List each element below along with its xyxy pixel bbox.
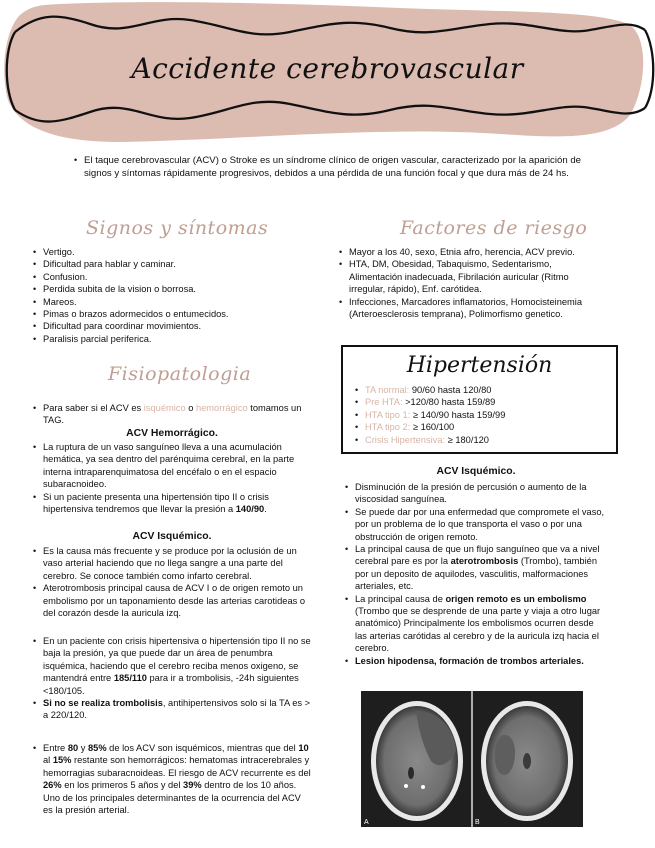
hipertension-list [355, 384, 505, 446]
signos-list [33, 246, 313, 345]
bold-text: Lesion hipodensa, formación de trombos arteriales. [355, 655, 584, 666]
isquemico-list [33, 545, 311, 619]
list-item: • Infecciones, Marcadores inflamatorios, Homocisteinemia (Arteroesclerosis temprana), Polimorfismo genetico. [339, 296, 601, 321]
list-item: • Pimas o brazos adormecidos o entumecidos. [33, 308, 313, 320]
factores-title: Factores de riesgo [400, 217, 588, 239]
text-span: En un paciente con crisis hipertensiva o hipertensión tipo II no se baja la presión, ya que puede dar un área de penumbra isquémica, haciendo que el cerebro reciba menos oxigeno, se mantendrá entre [43, 636, 311, 684]
list-item: • Mareos. [33, 296, 313, 308]
acv-hemorragico-title: ACV Hemorrágico. [126, 428, 218, 439]
list-item [345, 593, 607, 655]
hipertension-box [341, 345, 618, 454]
list-item [355, 396, 505, 408]
acv-isquemico-title: ACV Isquémico. [132, 531, 212, 542]
ct-label-a: A [364, 819, 369, 826]
list-item [355, 434, 505, 446]
text-span: Si un paciente presenta una hipertensión tipo II o crisis hipertensiva tendremos que llevar la presión a [43, 491, 269, 515]
text-span: dentro de los 10 años. Uno de los principales determinantes de la ocurrencia del ACV es la presión arterial. [43, 780, 301, 816]
list-item [355, 409, 505, 421]
list-item [33, 742, 311, 816]
text-span: y [78, 743, 88, 753]
ct-label-b: B [475, 819, 480, 826]
crisis-list [33, 635, 311, 722]
ta-value: 90/60 hasta 120/80 [409, 385, 492, 395]
text-span: (Trombo que se desprende de una parte y viaja a otro lugar anatómico) Principalmente los embolismos ocurren desde las arterias carótidas al cerebro y de la auricula izq hacia el cerebro. [355, 606, 601, 654]
list-item: • Confusion. [33, 271, 313, 283]
bold-value: 140/90 [235, 504, 265, 515]
acv-isquemico-right-title: ACV Isquémico. [436, 466, 516, 477]
stats-list [33, 742, 311, 816]
text-span: La principal causa de que un flujo sanguíneo que va a nivel cerebral pare es por la [355, 544, 600, 567]
intro-item: • El taque cerebrovascular (ACV) o Stroke es un síndrome clínico de origen vascular, caracterizado por la aparición de signos y síntomas rápidamente progresivos, debidos a una pérdida de una función focal y que dura más de 24 hs. [74, 154, 586, 180]
ta-value: >120/80 hasta 159/89 [402, 397, 496, 408]
text-span: , antihipertensivos solo si la TA es > a 220/120. [43, 698, 311, 721]
fisiopatologia-title: Fisiopatologia [108, 363, 252, 385]
bold-text: aterotrombosis [450, 556, 519, 567]
ventricle-b [523, 753, 531, 769]
text-span: Para saber si el ACV es [43, 403, 144, 413]
ta-label: HTA tipo 1: [365, 409, 411, 420]
text-span: de los ACV son isquémicos, mientras que del [106, 743, 299, 753]
text-span: (Trombo), también por un deposito de aquilodes, vasculitis, malformaciones arteriales, etc. [355, 556, 597, 592]
ta-label: TA normal: [365, 385, 410, 395]
list-item: • Paralisis parcial periferica. [33, 333, 313, 345]
list-item: • Vertigo. [33, 246, 313, 258]
ta-value: ≥ 160/100 [410, 422, 455, 433]
hipertension-title: Hipertensión [406, 353, 553, 378]
ta-label: Crisis Hipertensiva: [365, 434, 446, 445]
list-item: • Disminución de la presión de percusión o aumento de la viscosidad sanguínea. [345, 481, 607, 506]
bold-value: 80 [67, 743, 79, 753]
text-span: en los primeros 5 años y del [61, 780, 184, 791]
ventricle-a [408, 767, 414, 779]
fisio-intro [33, 402, 311, 427]
bold-value: 85% [87, 743, 107, 753]
list-item [355, 384, 505, 396]
list-item [345, 543, 607, 593]
list-item: • HTA, DM, Obesidad, Tabaquismo, Sedentarismo, Alimentación inadecuada, Fibrilación auricular (Ritmo irregular, rápido), Enf. carótidea. [339, 258, 601, 295]
text-span: tomamos un TAG. [43, 403, 302, 426]
isquemico-word: isquémico [143, 403, 186, 413]
list-item: • Aterotrombosis principal causa de ACV I o de origen remoto un embolismo por un taponamiento desde las arterias carotideas o del corazón desde la auricula izq. [33, 582, 311, 619]
bold-text: Si no se realiza trombolisis [43, 698, 163, 709]
bold-value: 185/110 [113, 673, 147, 684]
list-item [355, 421, 505, 433]
bold-value: 15% [52, 755, 72, 766]
intro-text [74, 154, 586, 180]
signos-title: Signos y síntomas [86, 217, 269, 239]
ta-value: ≥ 140/90 hasta 159/99 [410, 409, 506, 420]
list-item [33, 697, 311, 722]
isquemico-right-list [345, 481, 607, 667]
calcification-a [421, 785, 425, 789]
page-title: Accidente cerebrovascular [131, 52, 524, 85]
hemorragico-list [33, 441, 311, 515]
text-span: al [43, 755, 53, 766]
text-span: restante son hemorrágicos: hematomas intracerebrales y hemorragias subaracnoideas. El riesgo de ACV recurrente es del [43, 755, 311, 778]
list-item [33, 635, 311, 697]
list-item: • Se puede dar por una enfermedad que compromete el vaso, por un problema de lo que transporta el vaso o por una obstrucción de origen remoto. [345, 506, 607, 543]
bold-text: origen remoto es un embolismo [445, 593, 587, 604]
factores-list [339, 246, 601, 320]
list-item: • Perdida subita de la vision o borrosa. [33, 283, 313, 295]
text-span: o [185, 403, 196, 413]
bold-value: 26% [43, 780, 62, 791]
text-span: La principal causa de [355, 593, 446, 604]
text-span: para ir a trombolisis, -24h siguientes <180/105. [43, 673, 299, 696]
list-item: • La ruptura de un vaso sanguíneo lleva a una acumulación hemática, ya sea dentro del parénquima cerebral, en la parte interna intraparenquimatosa del encéfalo o en el espacio subaracnoideo. [33, 441, 311, 491]
list-item: • Dificultad para coordinar movimientos. [33, 320, 313, 332]
bold-value: 39% [183, 780, 202, 791]
bold-value: 10 [298, 743, 309, 753]
list-item [33, 402, 311, 427]
hemorragico-word: hemorrágico [195, 403, 248, 413]
list-item: • Dificultad para hablar y caminar. [33, 258, 313, 270]
list-item [345, 655, 607, 667]
ta-label: HTA tipo 2: [365, 422, 411, 433]
list-item: • Mayor a los 40, sexo, Etnia afro, herencia, ACV previo. [339, 246, 601, 258]
list-item: • Es la causa más frecuente y se produce por la oclusión de un vaso arterial haciendo que no llega sangre a una parte del cerebro. Se conoce también como infarto cerebral. [33, 545, 311, 582]
calcification-a [404, 784, 408, 788]
text-span: Entre [43, 743, 68, 753]
ta-label: Pre HTA: [365, 397, 403, 408]
ta-value: ≥ 180/120 [445, 434, 489, 445]
ct-scan-image [361, 691, 583, 827]
list-item: • Si un paciente presenta una hipertensión tipo II o crisis hipertensiva tendremos que llevar la presión a 140/90. [33, 491, 311, 516]
